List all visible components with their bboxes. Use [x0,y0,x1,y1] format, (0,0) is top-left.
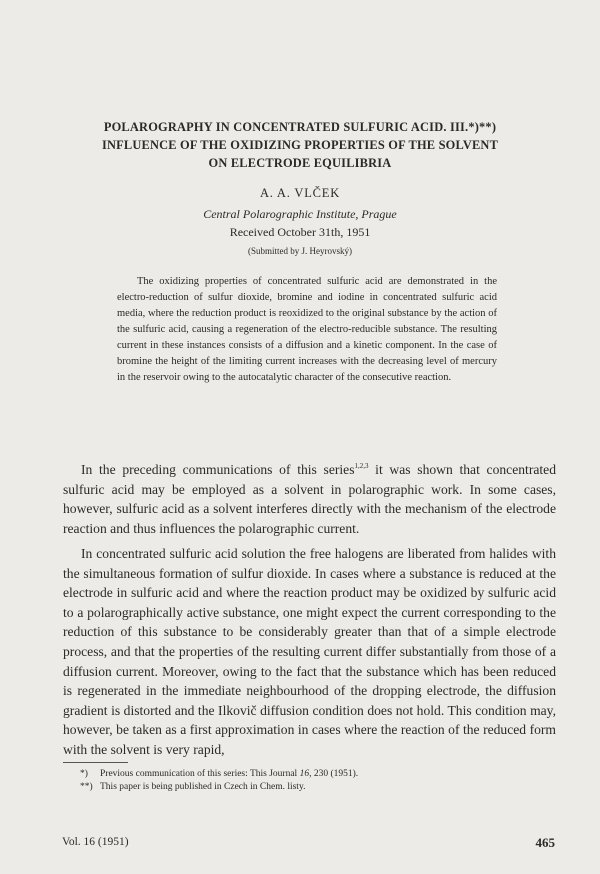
body-paragraph-1-start: In the preceding communications of this series [81,462,355,477]
received-date: Received October 31th, 1951 [229,225,371,239]
footnote-1-volume: 16 [299,769,310,779]
footnote-2-mark: **) [80,782,93,792]
footnote-divider [63,762,128,763]
footnote-1-text: Previous communication of this series: This Journal [100,769,300,779]
submitted-by: (Submitted by J. Heyrovský) [248,246,352,256]
body-paragraph-2: In concentrated sulfuric acid solution the free halogens are liberated from halides with the simultaneous formation of sulfur dioxide. In cases where a substance is reduced at the electrode in sulfuric acid and where the reaction product may be oxidized by sulfuric acid to a polarographically active substance, one might expect the current corresponding to the reduction of this substance to be considerably greater than that of a simple electrode process, and that the properties of the resulting current differ substantially from those of a diffusion current. Moreover, owing to the fact that the substance which has been reduced is regenerated in the immediate neighbourhood of the dropping electrode, the diffusion gradient is distorted and the Ilkovič diffusion condition does not hold. This condition may, however, be taken as a first approximation in cases where the reaction of the reduced form with the solvent is very rapid, [63,546,556,757]
footnote-2 [80,781,358,794]
paper-title [40,118,560,172]
footnote-1-tail: , 230 (1951). [309,769,359,779]
footnotes [80,768,358,794]
journal-volume: Vol. 16 (1951) [62,836,129,848]
body-paragraph-1 [63,460,556,538]
reference-superscript: 1,2,3 [354,462,369,470]
title-line-3: ON ELECTRODE EQUILIBRIA [208,156,392,170]
author-name: A. A. VLČEK [259,186,341,200]
footnote-1-mark: *) [80,769,88,779]
footnote-1 [80,768,358,781]
abstract: The oxidizing properties of concentrated sulfuric acid are demonstrated in the electro-reduction of sulfur dioxide, bromine and iodine in concentrated sulfuric acid media, where the reduction product is reoxidized to the original substance by the action of the sulfuric acid, causing a regeneration of the electro-reducible substance. The resulting current in these instances consists of a diffusion and a kinetic component. In the case of bromine the height of the limiting current increases with the decreasing level of mercury in the reservoir owing to the autocatalytic character of the consecutive reaction. [117,276,497,383]
footnote-2-text: This paper is being published in Czech in Chem. listy. [100,782,306,792]
page-number: 465 [535,835,555,850]
body-paragraph-1-rest: it was shown that concentrated sulfuric acid may be employed as a solvent in polarographic work. In some cases, however, sulfuric acid as a solvent interferes directly with the mechanism of the electrode reaction and thus influences the polarographic current. [63,462,556,536]
author-affiliation: Central Polarographic Institute, Prague [203,207,397,221]
title-line-1: POLAROGRAPHY IN CONCENTRATED SULFURIC ACID. III.*)**) [103,120,497,134]
title-line-2: INFLUENCE OF THE OXIDIZING PROPERTIES OF THE SOLVENT [101,138,499,152]
